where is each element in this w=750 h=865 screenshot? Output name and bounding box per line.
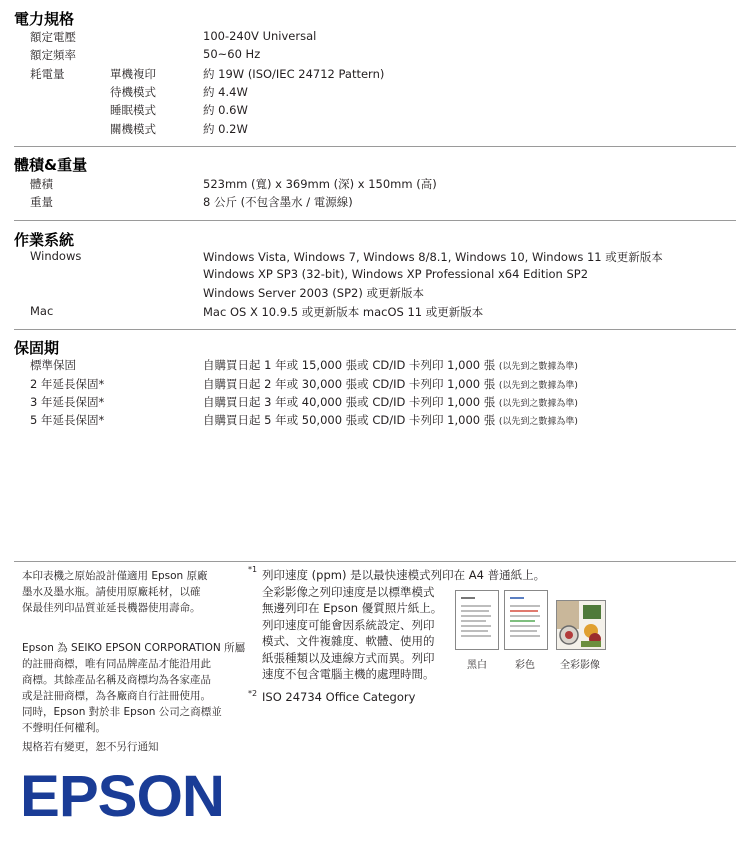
section-divider [14, 146, 736, 147]
warranty-note: (以先到之數據為準) [498, 417, 578, 427]
footnote-1-line: 無邊列印在 Epson 優質照片紙上。 [262, 601, 443, 615]
warranty-value [203, 412, 578, 428]
weight-value: 8 公斤 (不包含墨水 / 電源線) [203, 195, 353, 209]
trademark-line: 的註冊商標，唯有同品牌產品才能沿用此 [22, 658, 211, 670]
footnote-1-line: 列印速度可能會因系統設定、列印 [262, 617, 435, 632]
consumption-mode: 待機模式 [110, 85, 156, 99]
footnote-1-line: 紙張種類以及連線方式而異。列印 [262, 650, 435, 665]
mac-value: Mac OS X 10.9.5 或更新版本 macOS 11 或更新版本 [203, 305, 484, 319]
epson-logo: EPSON [20, 764, 225, 829]
warranty-label: 3 年延長保固* [30, 395, 105, 409]
warranty-value [203, 394, 578, 410]
os-section-title: 作業系統 [14, 231, 75, 249]
section-divider [14, 561, 736, 562]
warranty-note: (以先到之數據為準) [498, 399, 578, 409]
warranty-value-text: 自購買日起 1 年或 15,000 張或 CD/ID 卡列印 1,000 張 [203, 358, 496, 372]
warranty-value [203, 357, 578, 373]
frequency-value: 50~60 Hz [203, 47, 261, 61]
consumption-value: 約 4.4W [203, 85, 248, 99]
trademark-line: 商標。其餘產品名稱及商標均為各家產品 [22, 674, 211, 686]
color-sample-thumbnail [504, 590, 548, 650]
footnote-1-line: 速度不包含電腦主機的處理時間。 [262, 667, 435, 681]
warranty-value [203, 376, 578, 392]
warranty-note: (以先到之數據為準) [498, 381, 578, 391]
consumption-label: 耗電量 [30, 67, 65, 81]
warranty-section-title: 保固期 [14, 339, 60, 357]
voltage-value: 100-240V Universal [203, 29, 317, 43]
volume-label: 體積 [30, 177, 53, 191]
photo-sample-label: 全彩影像 [560, 660, 600, 671]
warranty-label: 標準保固 [30, 358, 76, 372]
trademark-line: 同時，Epson 對於非 Epson 公司之商標並 [22, 706, 222, 718]
windows-label: Windows [30, 249, 82, 263]
footnote-2-mark: *2 [248, 689, 258, 698]
footnote-1-line: 全彩影像之列印速度是以標準模式 [262, 584, 435, 599]
footnote-1-line: 列印速度 (ppm) 是以最快速模式列印在 A4 普通紙上。 [262, 568, 546, 582]
section-divider [14, 329, 736, 330]
color-sample-label: 彩色 [515, 660, 535, 671]
consumption-mode: 關機模式 [110, 122, 156, 136]
section-divider [14, 220, 736, 221]
weight-label: 重量 [30, 195, 53, 209]
volume-value: 523mm (寬) x 369mm (深) x 150mm (高) [203, 177, 437, 191]
footnote-2: ISO 24734 Office Category [262, 690, 416, 704]
windows-line: Windows XP SP3 (32-bit), Windows XP Professional x64 Edition SP2 [203, 267, 589, 281]
warranty-note: (以先到之數據為準) [498, 362, 578, 372]
trademark-notice [22, 640, 245, 736]
photo-sample-thumbnail [556, 600, 606, 650]
warranty-value-text: 自購買日起 5 年或 50,000 張或 CD/ID 卡列印 1,000 張 [203, 413, 496, 427]
mono-sample-label: 黑白 [467, 660, 487, 671]
warranty-label: 5 年延長保固* [30, 413, 105, 427]
consumption-mode: 睡眠模式 [110, 103, 156, 117]
ink-notice-line: 保最佳列印品質並延長機器使用壽命。 [22, 602, 201, 614]
power-section-title: 電力規格 [14, 10, 75, 28]
trademark-line: 或是註冊商標，為各廠商自行註冊使用。 [22, 690, 211, 702]
windows-line: Windows Vista, Windows 7, Windows 8/8.1, Windows 10, Windows 11 或更新版本 [203, 250, 663, 264]
consumption-value: 約 19W (ISO/IEC 24712 Pattern) [203, 67, 385, 81]
footnote-1-line: 模式、文件複雜度、軟體、使用的 [262, 634, 435, 648]
ink-notice-line: 墨水及墨水瓶。請使用原廠耗材，以確 [22, 586, 201, 598]
trademark-line: Epson 為 SEIKO EPSON CORPORATION 所屬 [22, 642, 246, 654]
consumption-mode: 單機複印 [110, 67, 156, 81]
consumption-value: 約 0.2W [203, 122, 248, 136]
voltage-label: 額定電壓 [30, 30, 76, 44]
footnote-1-mark: *1 [248, 565, 258, 574]
size-section-title: 體積&重量 [14, 156, 88, 174]
consumption-value: 約 0.6W [203, 103, 248, 117]
trademark-line: 不聲明任何權利。 [22, 722, 106, 734]
warranty-value-text: 自購買日起 2 年或 30,000 張或 CD/ID 卡列印 1,000 張 [203, 377, 496, 391]
windows-line: Windows Server 2003 (SP2) 或更新版本 [203, 286, 424, 300]
mac-label: Mac [30, 304, 54, 318]
warranty-value-text: 自購買日起 3 年或 40,000 張或 CD/ID 卡列印 1,000 張 [203, 395, 496, 409]
frequency-label: 額定頻率 [30, 48, 76, 62]
ink-notice [22, 568, 208, 616]
warranty-label: 2 年延長保固* [30, 377, 105, 391]
change-notice: 規格若有變更，恕不另行通知 [22, 741, 159, 753]
mono-sample-thumbnail [455, 590, 499, 650]
ink-notice-line: 本印表機之原始設計僅適用 Epson 原廠 [22, 570, 208, 582]
